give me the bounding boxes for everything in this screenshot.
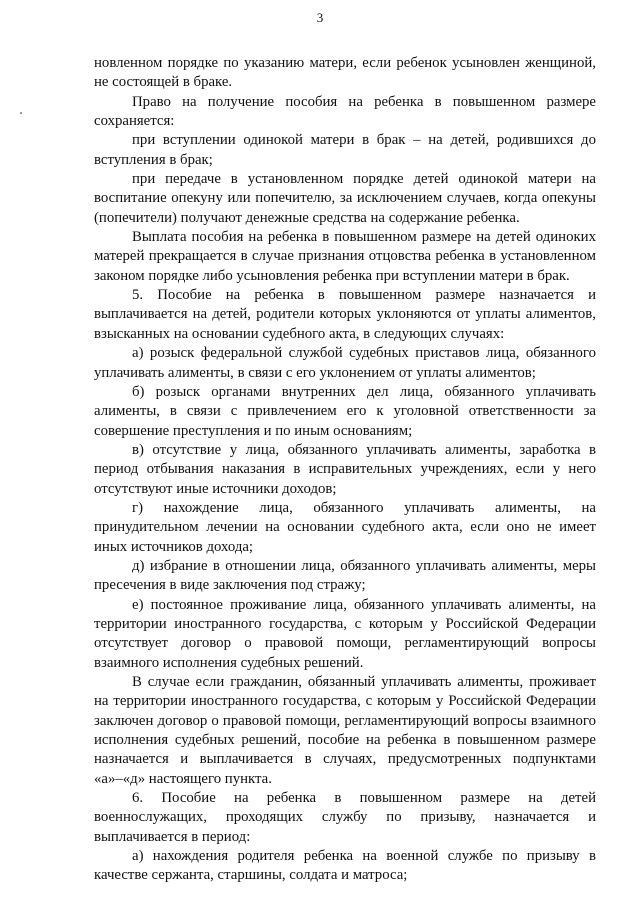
paragraph-termination: Выплата пособия на ребенка в повышенном размере на детей одиноких матерей прекращается в случае признания отцовства ребенка в установленном законом порядке либо усыновления ребенка при вступлении матери в брак. — [94, 229, 596, 284]
paragraph-item-6a: а) нахождения родителя ребенка на военной службе по призыву в качестве сержанта, старшины, солдата и матроса; — [94, 848, 596, 884]
paragraph-item-5a: а) розыск федеральной службой судебных приставов лица, обязанного уплачивать алименты, в связи с его уклонением от уплаты алиментов; — [94, 345, 596, 381]
paragraph-continuation: новленном порядке по указанию матери, если ребенок усыновлен женщиной, не состоящей в браке. — [94, 55, 596, 91]
paragraph-retention-marriage: при вступлении одинокой матери в брак – на детей, родившихся до вступления в брак; — [94, 132, 596, 168]
paragraph-foreign-state: В случае если гражданин, обязанный уплачивать алименты, проживает на территории иностранного государства, с которым у Российской Федерации заключен договор о правовой помощи, регламентирующий вопросы взаимного исполнения судебных решений, пособие на ребенка в повышенном размере назначается и выплачивается в случаях, предусмотренных подпунктами «а»–«д» настоящего пункта. — [94, 674, 596, 787]
paragraph-retention-heading: Право на получение пособия на ребенка в повышенном размере сохраняется: — [94, 93, 596, 130]
margin-mark — [20, 112, 22, 114]
paragraph-item-6: 6. Пособие на ребенка в повышенном размере на детей военнослужащих, проходящих службу по призыву, назначается и выплачивается в период: — [94, 790, 596, 845]
document-body — [94, 54, 596, 886]
paragraph-item-5g: г) нахождение лица, обязанного уплачивать алименты, на принудительном лечении на основании судебного акта, если оно не имеет иных источников дохода; — [94, 499, 596, 555]
paragraph-item-5e: е) постоянное проживание лица, обязанного уплачивать алименты, на территории иностранного государства, с которым у Российской Федерации отсутствует договор о правовой помощи, регламентирующий вопросы взаимного исполнения судебных решений. — [94, 596, 596, 671]
paragraph-retention-guardian: при передаче в установленном порядке детей одинокой матери на воспитание опекуну или попечителю, за исключением случаев, когда опекуны (попечители) получают денежные средства на содержание ребенка. — [94, 171, 596, 226]
paragraph-item-5: 5. Пособие на ребенка в повышенном размере назначается и выплачивается на детей, родители которых уклоняются от уплаты алиментов, взысканных на основании судебного акта, в следующих случаях: — [94, 287, 596, 342]
paragraph-item-5b: б) розыск органами внутренних дел лица, обязанного уплачивать алименты, в связи с привлечением его к уголовной ответственности за совершение преступления и по иным основаниям; — [94, 383, 596, 439]
paragraph-item-5d: д) избрание в отношении лица, обязанного уплачивать алименты, меры пресечения в виде заключения под стражу; — [94, 557, 596, 594]
paragraph-item-5v: в) отсутствие у лица, обязанного уплачивать алименты, заработка в период отбывания наказания в исправительных учреждениях, если у него отсутствуют иные источники доходов; — [94, 441, 596, 497]
page-number: 3 — [316, 10, 324, 25]
